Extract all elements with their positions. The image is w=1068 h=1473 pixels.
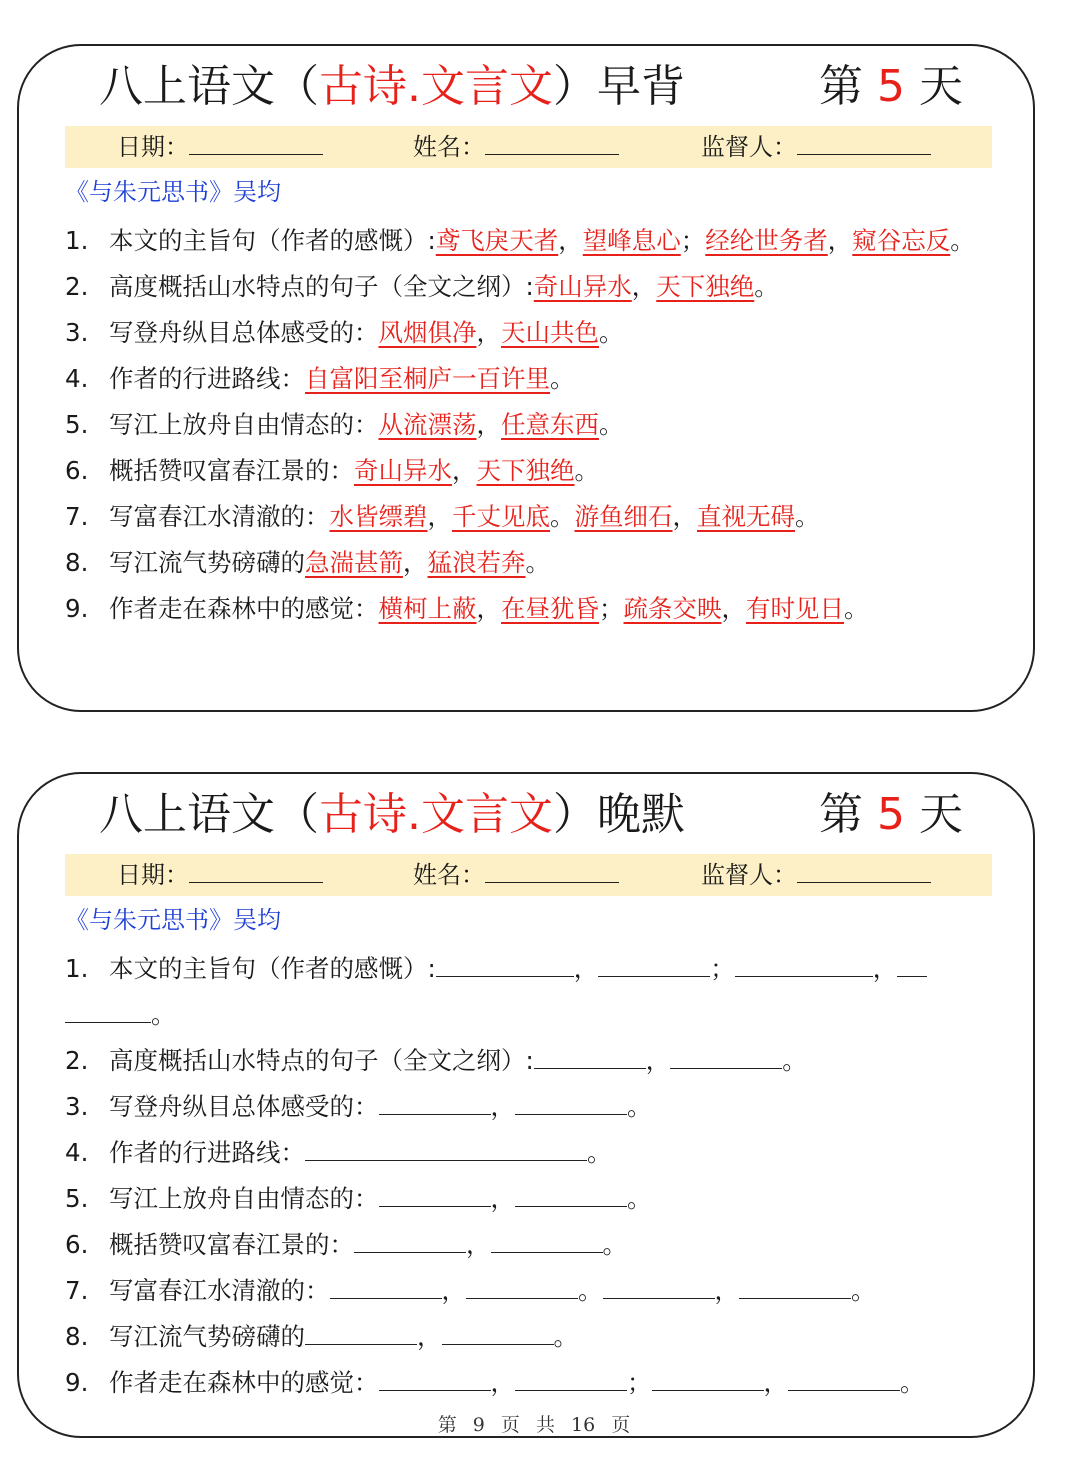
text-title-author: 《与朱元思书》吴均	[65, 906, 281, 934]
name-field: 姓名：	[413, 854, 619, 896]
card-title	[19, 50, 1033, 124]
info-bar	[65, 854, 992, 896]
question-item: 2. 高度概括山水特点的句子（全文之纲）: ， 。	[65, 1038, 1000, 1084]
evening-dictation-card	[17, 772, 1035, 1438]
text-title-author: 《与朱元思书》吴均	[65, 178, 281, 206]
morning-recite-card	[17, 44, 1035, 712]
supervisor-field: 监督人：	[701, 854, 931, 896]
question-list	[65, 218, 1000, 632]
question-item: 3. 写登舟纵目总体感受的：风烟俱净，天山共色。	[65, 318, 624, 347]
question-item: 9. 作者走在森林中的感觉：横柯上蔽，在昼犹昏；疏条交映，有时见日。	[65, 594, 869, 623]
question-item: 3. 写登舟纵目总体感受的： ， 。	[65, 1084, 1000, 1130]
day-counter: 第 5 天	[819, 789, 963, 840]
title-text: 八上语文（古诗.文言文）早背	[99, 61, 685, 112]
date-field: 日期：	[117, 126, 323, 168]
title-text: 八上语文（古诗.文言文）晚默	[99, 789, 685, 840]
question-item: 4. 作者的行进路线： 。	[65, 1130, 1000, 1176]
page-number: 第 9 页 共 16 页	[437, 1414, 631, 1436]
question-item: 4. 作者的行进路线：自富阳至桐庐一百许里。	[65, 364, 575, 393]
question-item: 2. 高度概括山水特点的句子（全文之纲）:奇山异水，天下独绝。	[65, 272, 779, 301]
question-item: 1. 本文的主旨句（作者的感慨）: ， ； ，	[65, 946, 1000, 992]
name-field: 姓名：	[413, 126, 619, 168]
question-item: 7. 写富春江水清澈的：水皆缥碧，千丈见底。游鱼细石，直视无碍。	[65, 502, 820, 531]
question-item: 7. 写富春江水清澈的： ， 。 ， 。	[65, 1268, 1000, 1314]
question-item: 9. 作者走在森林中的感觉： ， ； ， 。	[65, 1360, 1000, 1406]
day-counter: 第 5 天	[819, 61, 963, 112]
info-bar	[65, 126, 992, 168]
question-item: 5. 写江上放舟自由情态的：从流漂荡，任意东西。	[65, 410, 624, 439]
question-item: 6. 概括赞叹富春江景的：奇山异水，天下独绝。	[65, 456, 599, 485]
card-title	[19, 778, 1033, 852]
question-item: 。	[65, 992, 1000, 1038]
question-list	[65, 946, 1000, 1406]
question-item: 5. 写江上放舟自由情态的： ， 。	[65, 1176, 1000, 1222]
question-item: 6. 概括赞叹富春江景的： ， 。	[65, 1222, 1000, 1268]
supervisor-field: 监督人：	[701, 126, 931, 168]
question-item: 8. 写江流气势磅礴的急湍甚箭，猛浪若奔。	[65, 548, 550, 577]
question-item: 1. 本文的主旨句（作者的感慨）:鸢飞戾天者，望峰息心；经纶世务者，窥谷忘反。	[65, 226, 975, 255]
question-item: 8. 写江流气势磅礴的 ， 。	[65, 1314, 1000, 1360]
date-field: 日期：	[117, 854, 323, 896]
